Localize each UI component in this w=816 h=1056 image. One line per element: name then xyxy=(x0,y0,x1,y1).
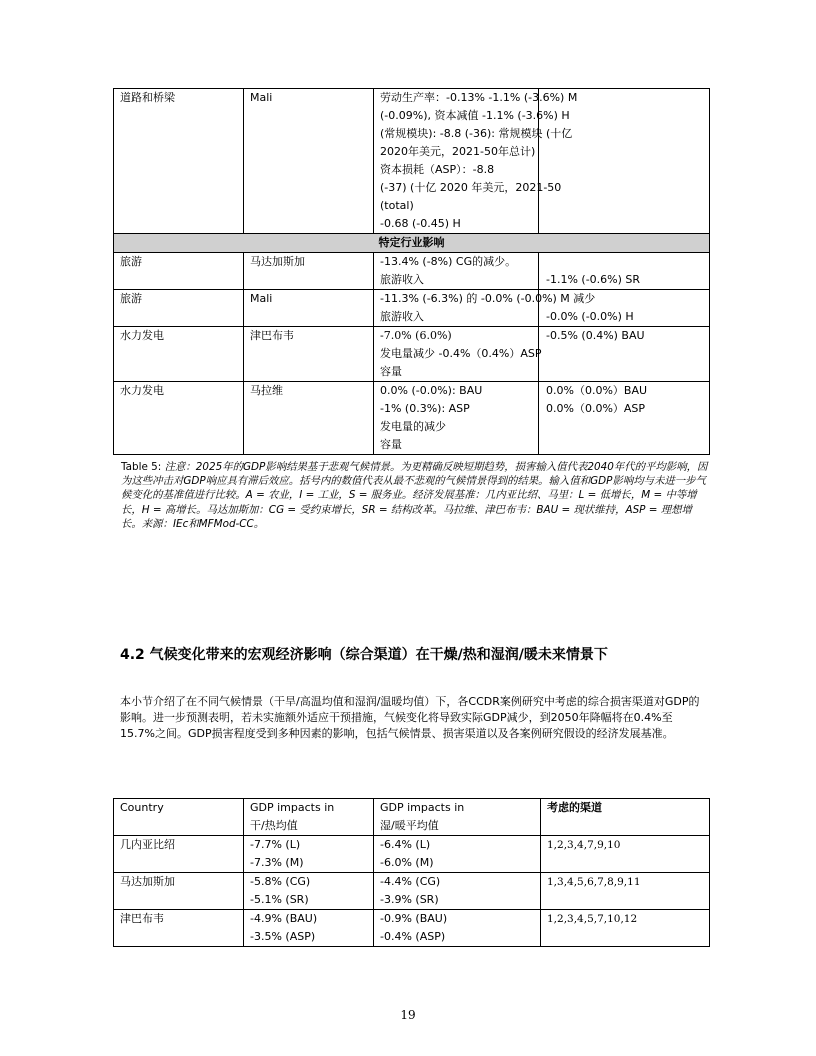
channels-cell: 1,2,3,4,7,9,10 xyxy=(541,836,710,873)
table-row xyxy=(114,836,710,873)
column-divider xyxy=(538,327,539,381)
value-line: -0.68 (-0.45) H xyxy=(380,217,461,230)
right-value: 0.0%（0.0%）ASP xyxy=(546,402,646,415)
value-line: 0.0% (-0.0%): BAU xyxy=(380,384,483,397)
value-cell xyxy=(374,327,710,382)
country-cell: 津巴布韦 xyxy=(114,910,244,947)
column-divider xyxy=(538,290,539,326)
table-row xyxy=(114,327,710,382)
impact-value: -0.9% (BAU) xyxy=(380,912,448,925)
value-line: 旅游收入 xyxy=(380,273,424,286)
value-line: -7.0% (6.0%) xyxy=(380,329,452,342)
column-divider xyxy=(538,382,539,454)
impact-value: -0.4% (ASP) xyxy=(380,930,446,943)
table-row xyxy=(114,89,710,234)
dry-impact-cell xyxy=(244,873,374,910)
value-line: 容量 xyxy=(380,438,402,451)
value-line: (常规模块): -8.8 (-36): 常规模块 (十亿 xyxy=(380,127,573,140)
country-cell: 马达加斯加 xyxy=(114,873,244,910)
dry-impact-cell xyxy=(244,836,374,873)
country-cell: 几内亚比绍 xyxy=(114,836,244,873)
value-line: 发电量减少 -0.4%（0.4%）ASP xyxy=(380,347,542,360)
page-number: 19 xyxy=(400,1008,416,1022)
header-channels: 考虑的渠道 xyxy=(541,799,710,836)
wet-impact-cell xyxy=(374,873,541,910)
dry-impact-cell xyxy=(244,910,374,947)
value-cell xyxy=(374,253,710,290)
right-value: -1.1% (-0.6%) SR xyxy=(546,273,641,286)
section-heading: 4.2 气候变化带来的宏观经济影响（综合渠道）在干燥/热和湿润/暖未来情景下 xyxy=(120,647,608,663)
value-line: -13.4% (-8%) CG的减少。 xyxy=(380,255,517,268)
channels-cell: 1,2,3,4,5,7,10,12 xyxy=(541,910,710,947)
impact-value: -7.3% (M) xyxy=(250,856,304,869)
gdp-impacts-table xyxy=(113,798,710,947)
country-cell: Mali xyxy=(244,89,374,234)
country-cell: 津巴布韦 xyxy=(244,327,374,382)
impact-value: -3.5% (ASP) xyxy=(250,930,316,943)
header-country: Country xyxy=(114,799,244,836)
table-row xyxy=(114,382,710,455)
table-row xyxy=(114,290,710,327)
value-line: (-37) (十亿 2020 年美元，2021-50 xyxy=(380,181,562,194)
channels-cell: 1,3,4,5,6,7,8,9,11 xyxy=(541,873,710,910)
sector-cell: 旅游 xyxy=(114,290,244,327)
value-line: -1% (0.3%): ASP xyxy=(380,402,470,415)
value-line: -11.3% (-6.3%) 的 -0.0% (-0.0%) M 减少 xyxy=(380,292,596,305)
impact-value: -5.8% (CG) xyxy=(250,875,311,888)
value-line: 发电量的减少 xyxy=(380,420,446,433)
impact-value: -4.4% (CG) xyxy=(380,875,441,888)
table-row xyxy=(114,873,710,910)
table-header-row xyxy=(114,799,710,836)
impact-value: -6.4% (L) xyxy=(380,838,431,851)
impact-value: -6.0% (M) xyxy=(380,856,434,869)
section-paragraph: 本小节介绍了在不同气候情景（干旱/高温均值和湿润/温暖均值）下，各CCDR案例研究中考虑的综合损害渠道对GDP的影响。进一步预测表明，若未实施额外适应干预措施，气候变化将导致实际GDP减少，到2050年降幅将在0.4%至15.7%之间。GDP损害程度受到多种因素的影响，包括气候情景、损害渠道以及各案例研究假设的经济发展基准。 xyxy=(120,695,700,740)
right-value: -0.5% (0.4%) BAU xyxy=(546,329,645,342)
caption-text: 注意：2025年的GDP影响结果基于悲观气候情景。为更精确反映短期趋势，损害输入值代表2040年代的平均影响，因为这些冲击对GDP响应具有滞后效应。括号内的数值代表从最不悲观的气候情景得到的结果。输入值和GDP影响均与未进一步气候变化的基准值进行比较。A = 农业，I = 工业，S = 服务业。经济发展基准：几内亚比绍、马里：L = 低增长，M = 中等增长，H = 高增长。马达加斯加：CG = 受约束增长，SR = 结构改革。马拉维、津巴布韦：BAU = 现状维持，ASP = 理想增长。来源：IEc和MFMod-CC。 xyxy=(121,461,708,530)
wet-impact-cell xyxy=(374,836,541,873)
value-line: 旅游收入 xyxy=(380,310,424,323)
impact-value: -5.1% (SR) xyxy=(250,893,309,906)
column-divider xyxy=(538,89,539,233)
value-line: 劳动生产率：-0.13% -1.1% (-3.6%) M xyxy=(380,91,578,104)
sector-cell: 水力发电 xyxy=(114,382,244,455)
country-cell: Mali xyxy=(244,290,374,327)
value-line: 2020年美元，2021-50年总计) xyxy=(380,145,536,158)
table-row xyxy=(114,253,710,290)
right-value: 0.0%（0.0%）BAU xyxy=(546,384,648,397)
impact-table xyxy=(113,88,710,455)
value-line: (total) xyxy=(380,199,414,212)
sector-cell: 道路和桥梁 xyxy=(114,89,244,234)
value-cell xyxy=(374,89,710,234)
section-row xyxy=(114,234,710,253)
header-wet: GDP impacts in 湿/暖平均值 xyxy=(374,799,541,836)
wet-impact-cell xyxy=(374,910,541,947)
value-line: 资本损耗（ASP）：-8.8 xyxy=(380,163,495,176)
table-row xyxy=(114,910,710,947)
country-cell: 马达加斯加 xyxy=(244,253,374,290)
caption-label: Table 5: xyxy=(121,461,165,473)
impact-value: -4.9% (BAU) xyxy=(250,912,318,925)
value-line: (-0.09%), 资本减值 -1.1% (-3.6%) H xyxy=(380,109,570,122)
country-cell: 马拉维 xyxy=(244,382,374,455)
value-cell xyxy=(374,290,710,327)
table-caption xyxy=(121,460,711,531)
header-dry: GDP impacts in 干/热均值 xyxy=(244,799,374,836)
value-line: 容量 xyxy=(380,365,402,378)
column-divider xyxy=(538,253,539,289)
sector-cell: 旅游 xyxy=(114,253,244,290)
sector-cell: 水力发电 xyxy=(114,327,244,382)
right-value: -0.0% (-0.0%) H xyxy=(546,310,634,323)
section-title: 特定行业影响 xyxy=(114,234,710,253)
impact-value: -7.7% (L) xyxy=(250,838,301,851)
impact-value: -3.9% (SR) xyxy=(380,893,439,906)
value-cell xyxy=(374,382,710,455)
